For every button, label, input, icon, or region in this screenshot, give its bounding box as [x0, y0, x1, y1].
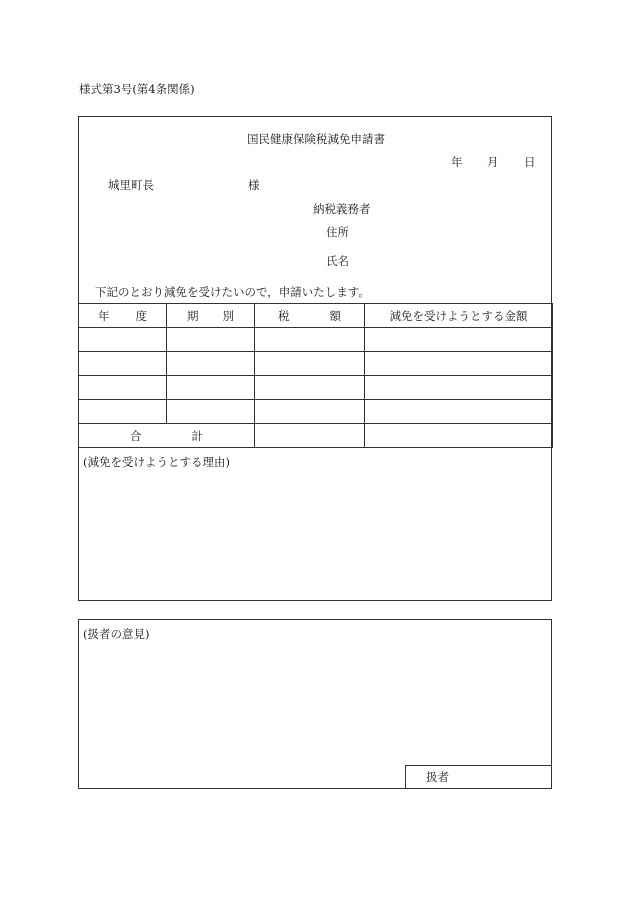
reduction-amount-cell[interactable]: [365, 376, 553, 400]
reduction-amount-cell[interactable]: [365, 328, 553, 352]
total-label-cell: 合 計: [79, 424, 255, 448]
name-label: 氏名: [326, 254, 349, 268]
address-label: 住所: [326, 225, 349, 239]
header-period: 期 別: [167, 304, 255, 328]
tax-amount-cell[interactable]: [255, 328, 365, 352]
addressee: 城里町長: [108, 178, 154, 192]
fiscal-year-cell[interactable]: [79, 352, 167, 376]
table-row: [79, 352, 553, 376]
total-tax-amount-cell[interactable]: [255, 424, 365, 448]
fiscal-year-cell[interactable]: [79, 328, 167, 352]
form-number: 様式第3号(第4条関係): [79, 82, 195, 96]
period-cell[interactable]: [167, 328, 255, 352]
reduction-amount-cell[interactable]: [365, 352, 553, 376]
period-cell[interactable]: [167, 376, 255, 400]
reduction-table: [78, 303, 553, 448]
honorific: 様: [248, 178, 260, 192]
header-fiscal-year: 年 度: [79, 304, 167, 328]
date-month-label: 月: [487, 155, 499, 169]
handler-label: 扱者: [426, 770, 449, 784]
application-statement: 下記のとおり減免を受けたいので，申請いたします。: [95, 285, 370, 299]
total-reduction-amount-cell[interactable]: [365, 424, 553, 448]
table-total-row: [79, 424, 553, 448]
taxpayer-label: 納税義務者: [313, 202, 371, 216]
reason-label: (減免を受けようとする理由): [83, 455, 230, 469]
table-row: [79, 328, 553, 352]
form-title: 国民健康保険税減免申請書: [247, 132, 385, 146]
reason-field[interactable]: [80, 472, 550, 598]
tax-amount-cell[interactable]: [255, 400, 365, 424]
period-cell[interactable]: [167, 400, 255, 424]
fiscal-year-cell[interactable]: [79, 400, 167, 424]
opinion-label: (扱者の意見): [83, 627, 150, 641]
tax-amount-cell[interactable]: [255, 352, 365, 376]
header-reduction-amount: 減免を受けようとする金額: [365, 304, 553, 328]
period-cell[interactable]: [167, 352, 255, 376]
date-year-label: 年: [451, 155, 463, 169]
fiscal-year-cell[interactable]: [79, 376, 167, 400]
table-row: [79, 400, 553, 424]
opinion-field[interactable]: [80, 644, 550, 762]
header-tax-amount: 税 額: [255, 304, 365, 328]
table-row: [79, 376, 553, 400]
date-day-label: 日: [524, 155, 536, 169]
reduction-amount-cell[interactable]: [365, 400, 553, 424]
tax-amount-cell[interactable]: [255, 376, 365, 400]
table-header-row: [79, 304, 553, 328]
